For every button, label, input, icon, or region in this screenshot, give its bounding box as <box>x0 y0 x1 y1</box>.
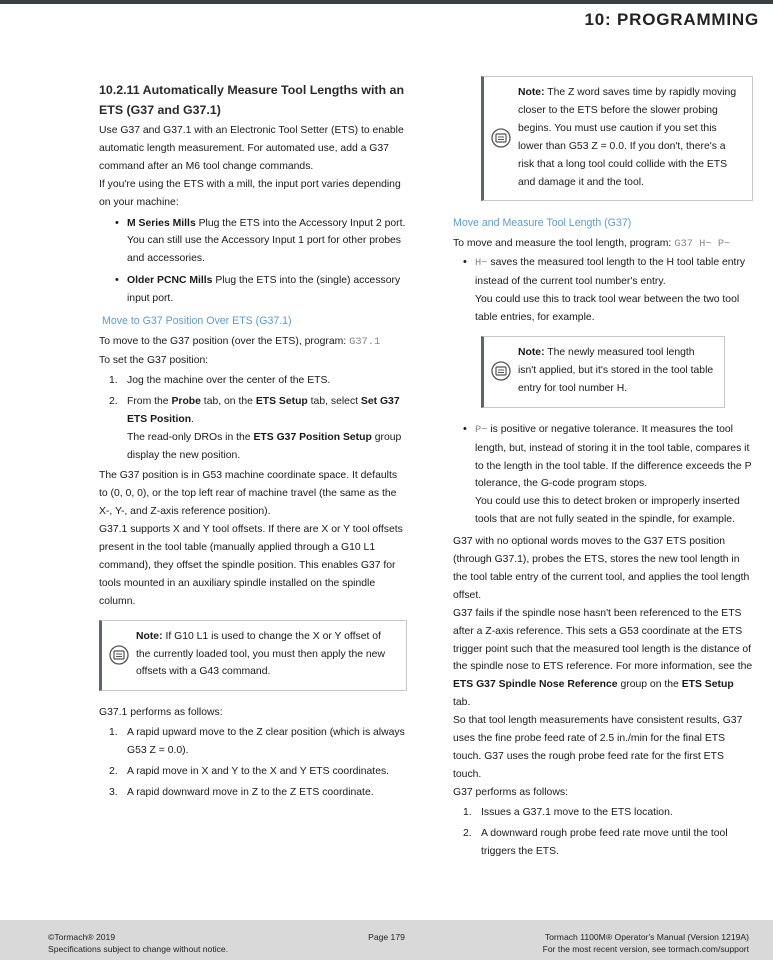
spindle-nose-paragraph: G37 fails if the spindle nose hasn't been referenced to the ETS after a Z-axis reference. This sets a G53 coordinate at the ETS trigger point such that the measured tool length is the distance of the spindle nose to ETS reference. For more information, see the ETS G37 Spindle Nose Reference group on the ETS Setup tab. <box>453 607 753 709</box>
p-text: is positive or negative tolerance. It measures the tool length, but, instead of storing it in the tool table, compares it to the length in the tool table. If the difference exceeds the P tolerance, the G-code program stops. <box>475 423 752 490</box>
list-item: 2. A downward rough probe feed rate move until the tool triggers the ETS. <box>463 827 728 857</box>
note-label: Note: <box>518 346 545 358</box>
g37-paragraph: G37 with no optional words moves to the G37 ETS position (through G37.1), probes the ETS, stores the new tool length in the tool table entry of the current tool, and applies the tool length offset. <box>453 536 750 601</box>
measure-text: To move and measure the tool length, program: <box>453 238 675 250</box>
h-text: saves the measured tool length to the H tool table entry instead of the current tool number's entry. <box>475 257 746 288</box>
page-footer <box>0 920 773 960</box>
perf-steps <box>99 724 407 802</box>
note-label: Note: <box>518 87 545 98</box>
bullet-text: Plug the ETS into the Accessory Input 2 port. You can still use the Accessory Input 1 port for other probes and accessories. <box>127 217 406 265</box>
measure-paragraph <box>453 235 753 254</box>
note-icon <box>108 628 130 682</box>
g53-paragraph: The G37 position is in G53 machine coordinate space. It defaults to (0, 0, 0), or the top left rear of machine travel (the same as the X-, Y-, and Z-axis reference position). <box>99 470 398 518</box>
section-heading: 10.2.11 Automatically Measure Tool Lengths with an ETS (G37 and G37.1) <box>99 83 405 117</box>
step-text: Jog the machine over the center of the ETS. <box>127 374 331 386</box>
note-text: The Z word saves time by rapidly moving closer to the ETS before the slower probing begins. You must use caution if you set this lower than G53 Z = 0.0. If you don't, there's a risk that a long tool could collide with the ETS and damage it and the tool. <box>518 87 737 188</box>
list-item: 2. A rapid move in X and Y to the X and Y ETS coordinates. <box>109 766 390 778</box>
bullet-title: M Series Mills <box>127 217 196 229</box>
code-p: P~ <box>475 423 488 436</box>
list-item <box>109 393 407 465</box>
copyright: ©Tormach® 2019 <box>48 932 116 942</box>
note-box <box>99 620 407 692</box>
bullet-text: Plug the ETS into the (single) accessory input port. <box>127 275 401 305</box>
left-column <box>99 80 407 805</box>
note-box <box>481 336 725 408</box>
top-rule <box>0 0 773 4</box>
p-text-2: You could use this to detect broken or improperly inserted tools that are not fully seated in the spindle, for example. <box>475 496 740 526</box>
step-text: From the Probe tab, on the ETS Setup tab, select Set G37 ETS Position. The read-only DROs in the ETS G37 Position Setup group display the new position. <box>127 395 402 461</box>
subsection-heading: Move to G37 Position Over ETS (G37.1) <box>102 315 292 328</box>
list-item: 1. Issues a G37.1 move to the ETS location. <box>463 806 673 818</box>
list-item <box>115 215 407 269</box>
subsection-heading: Move and Measure Tool Length (G37) <box>453 217 632 230</box>
list-item: 1. A rapid upward move to the Z clear position (which is always G53 Z = 0.0). <box>109 727 405 757</box>
move-text: To move to the G37 position (over the ETS), program: <box>99 336 350 348</box>
code-g37-1: G37.1 <box>349 336 381 349</box>
move-paragraph <box>99 333 407 352</box>
input-port-paragraph: If you're using the ETS with a mill, the input port varies depending on your machine: <box>99 178 401 208</box>
note-icon <box>490 84 512 191</box>
h-text-2: You could use this to track tool wear between the two tool table entries, for example. <box>475 294 740 324</box>
word-list <box>453 254 753 327</box>
page-number: Page 179 <box>368 932 405 942</box>
spec-notice: Specifications subject to change without notice. <box>48 944 229 954</box>
list-item <box>115 272 407 308</box>
list-item <box>463 254 753 327</box>
right-column <box>453 76 753 863</box>
bullet-icon: • <box>115 216 119 229</box>
step-number: 1. <box>109 374 118 386</box>
set-paragraph: To set the G37 position: <box>99 354 209 366</box>
bullet-title: Older PCNC Mills <box>127 275 213 287</box>
feed-rate-paragraph: So that tool length measurements have consistent results, G37 uses the fine probe feed rate of 2.5 in./min for the final ETS touch. G37 uses the rough probe feed rate for the first ETS touch. <box>453 715 743 780</box>
footer-right <box>543 931 749 955</box>
list-item <box>109 372 407 390</box>
bullet-icon: • <box>463 422 467 435</box>
chapter-title: 10: PROGRAMMING <box>584 10 759 29</box>
list-item <box>463 421 753 529</box>
step-number: 2. <box>109 395 118 407</box>
word-list <box>453 421 753 529</box>
note-text: If G10 L1 is used to change the X or Y offset of the currently loaded tool, you must then apply the new offsets with a G43 command. <box>136 630 385 678</box>
manual-title: Tormach 1100M® Operator's Manual (Version 1219A) <box>544 932 749 942</box>
list-item: 3. A rapid downward move in Z to the Z ETS coordinate. <box>109 787 374 798</box>
bullet-icon: • <box>463 256 467 269</box>
support-link: For the most recent version, see tormach.com/support <box>542 944 749 954</box>
perf-steps <box>453 804 753 861</box>
offsets-paragraph: G37.1 supports X and Y tool offsets. If there are X or Y tool offsets present in the tool table (manually applied through a G10 L1 command), they offset the spindle position. This enables G37 for tools mounted in an auxiliary spindle installed on the spindle column. <box>99 524 403 607</box>
note-label: Note: <box>136 630 163 642</box>
performs-heading: G37 performs as follows: <box>453 786 568 798</box>
bullet-icon: • <box>115 274 119 287</box>
performs-heading: G37.1 performs as follows: <box>99 707 223 719</box>
note-box <box>481 76 753 201</box>
note-icon <box>490 344 512 398</box>
code-h: H~ <box>475 257 488 270</box>
mill-list <box>99 215 407 309</box>
set-steps <box>99 372 407 465</box>
note-text: The newly measured tool length isn't applied, but it's stored in the tool table entry for tool number H. <box>518 346 714 394</box>
intro-paragraph: Use G37 and G37.1 with an Electronic Tool Setter (ETS) to enable automatic length measurement. For automated use, add a G37 command after an M6 tool change commands. <box>99 125 404 172</box>
code-g37: G37 H~ P~ <box>674 238 731 251</box>
